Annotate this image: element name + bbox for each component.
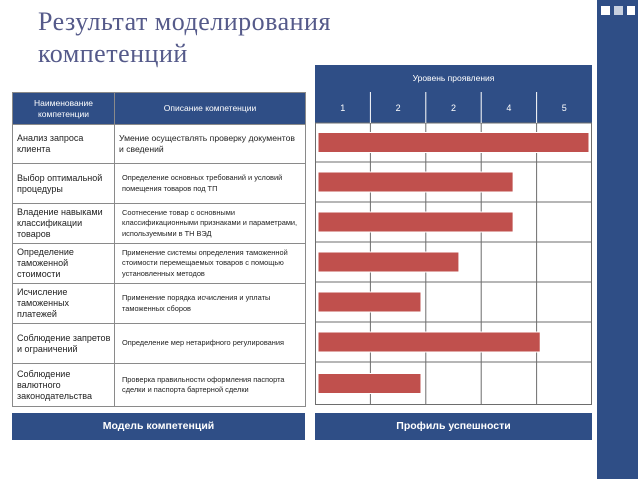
bar (318, 292, 421, 312)
slide-title: Результат моделирования компетенций (38, 7, 331, 68)
bar (318, 212, 513, 232)
table-row (13, 324, 306, 364)
competency-description: Определение мер нетарифного регулирования (115, 324, 306, 364)
competency-name: Определение таможенной стоимости (13, 244, 115, 284)
footer-competency-model: Модель компетенций (12, 413, 305, 440)
tick-label: 5 (561, 103, 567, 113)
tick-label: 1 (340, 103, 346, 113)
competency-description: Применение порядка исчисления и уплаты таможенных сборов (115, 284, 306, 324)
bar (318, 374, 421, 394)
competency-name: Выбор оптимальной процедуры (13, 164, 115, 204)
bar (318, 252, 459, 272)
header-competency-name: Наименование компетенции (13, 93, 115, 125)
tick-label: 2 (450, 103, 457, 113)
success-profile-chart (315, 92, 592, 406)
bar (318, 172, 513, 192)
competency-name: Соблюдение запретов и ограничений (13, 324, 115, 364)
tick-label: 2 (395, 103, 401, 113)
table-row (13, 204, 306, 244)
bar (318, 332, 540, 352)
decorative-side-band (597, 0, 638, 479)
decorative-square (614, 6, 623, 15)
table-row (13, 164, 306, 204)
chart-title: Уровень проявления (315, 65, 592, 92)
bar (318, 133, 589, 153)
decorative-square (627, 6, 635, 15)
competency-description: Умение осуществлять проверку документов и сведений (115, 125, 306, 164)
competency-name: Владение навыками классификации товаров (13, 204, 115, 244)
competency-description: Применение системы определения таможенной стоимости перемещаемых товаров с помощью установленных методов (115, 244, 306, 284)
footer-success-profile: Профиль успешности (315, 413, 592, 440)
competency-table (12, 92, 306, 407)
competency-description: Соотнесение товар с основными классификационными признаками и параметрами, используемыми в ТН ВЭД (115, 204, 306, 244)
competency-name: Исчисление таможенных платежей (13, 284, 115, 324)
table-row (13, 364, 306, 407)
tick-label: 4 (506, 103, 512, 113)
table-header-row (13, 93, 306, 125)
decorative-square (601, 6, 610, 15)
table-row (13, 284, 306, 324)
competency-description: Определение основных требований и условий помещения товаров под ТП (115, 164, 306, 204)
competency-name: Анализ запроса клиента (13, 125, 115, 164)
header-competency-description: Описание компетенции (115, 93, 306, 125)
table-row (13, 244, 306, 284)
competency-description: Проверка правильности оформления паспорта сделки и паспорта бартерной сделки (115, 364, 306, 407)
table-row (13, 125, 306, 164)
competency-name: Соблюдение валютного законодательства (13, 364, 115, 407)
